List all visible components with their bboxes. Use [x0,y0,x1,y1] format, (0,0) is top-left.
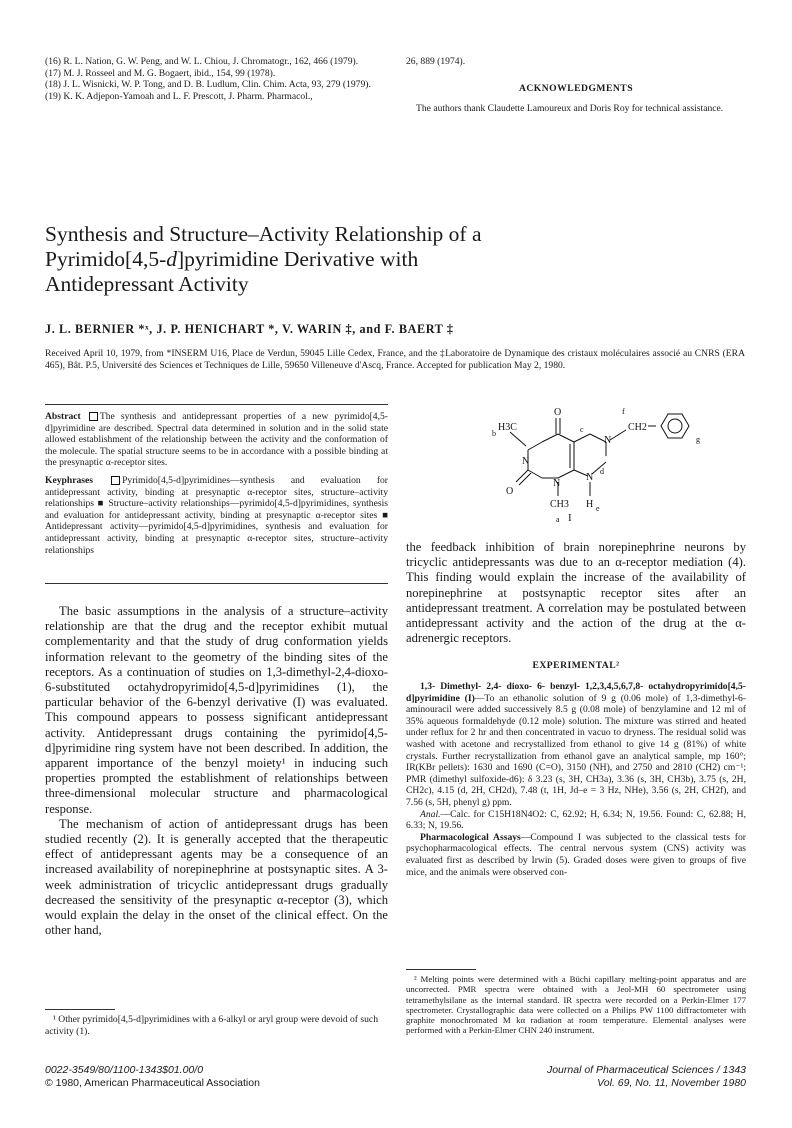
reference-18: (18) J. L. Wisnicki, W. P. Tong, and D. B. Ludlum, Clin. Chim. Acta, 93, 279 (1979). [45,79,371,91]
intro-right-column: the feedback inhibition of brain norepinephrine neurons by tricyclic antidepressants was due to an α-receptor mediation (4). This finding would explain the increase of the availability of norepinephrine at postsynaptic receptor sites after an antidepressant treatment. A correlation may be postulated between antidepressant activity and the action of the drug at the α-adrenergic receptors. [406,540,746,646]
volume-issue: Vol. 69, No. 11, November 1980 [597,1076,746,1089]
issn-code: 0022-3549/80/1100-1343$01.00/0 [45,1064,204,1076]
abstract-box [45,404,388,584]
pharmacology-text: —Compound I was subjected to the classical tests for psychopharmacological effects. The central nervous system (CNS) activity was evaluated first as described by Irwin (5). Graded doses were given to groups of five mice, and the animals were observed con- [406,831,746,878]
label-c: c [580,425,584,434]
footer-left [45,1064,385,1089]
acknowledgments-text: The authors thank Claudette Lamoureux and Doris Roy for technical assistance. [416,103,724,114]
intro-left-column [45,604,388,938]
atom-o-bottom: O [506,486,514,497]
footnote-1: ¹ Other pyrimido[4,5-d]pyrimidines with a 6-alkyl or aryl group were devoid of such activity (1). [45,1014,378,1037]
atom-n6: N [604,435,612,446]
title-line-1: Synthesis and Structure–Activity Relationship of a [45,222,482,246]
label-b: b [492,429,496,438]
footnote-2: ² Melting points were determined with a Büchi capillary melting-point apparatus and are uncorrected. PMR spectra were obtained with a Jeol-MH 60 spectrometer using tetramethylsilane as the internal standard. IR spectra were recorded on a Perkin-Elmer 177 spectrometer. Crystallographic data were collected on a Philips PW 1100 diffractometer with graphite monochromated M kα radiation at room temperature. Elemental analyses were performed with a Perkin-Elmer CHN 240 instrument. [406,974,746,1036]
reference-16: (16) R. L. Nation, G. W. Peng, and W. L. Chiou, J. Chromatogr., 162, 466 (1979). [45,56,359,67]
structure-label: I [568,512,572,524]
square-icon [89,412,98,421]
atom-h3c: H3C [498,422,517,433]
label-g: g [696,435,700,444]
authors: J. L. BERNIER *ˣ, J. P. HENICHART *, V. WARIN ‡, and F. BAERT ‡ [45,322,454,336]
atom-ch2: CH2 [628,422,647,433]
label-e: e [596,504,600,513]
received-info: Received April 10, 1979, from *INSERM U16, Place de Verdun, 59045 Lille Cedex, France, and the ‡Laboratoire de Dynamique des cristaux moléculaires associé au CNRS (ERA 465), Bât. P.5, Université des Sciences et Techniques de Lille, 59650 Villeneuve d'Ascq, France. Accepted for publication May 2, 1980. [45,348,745,371]
atom-n-h: N [586,472,594,483]
title-line-2: Pyrimido[4,5-d]pyrimidine Derivative with [45,247,419,271]
acknowledgments-heading: ACKNOWLEDGMENTS [518,83,634,94]
atom-o-top: O [554,407,562,418]
footer-right [406,1064,746,1089]
journal-name-page: Journal of Pharmaceutical Sciences / 1343 [546,1064,746,1076]
pharmacology-label: Pharmacological Assays [420,831,521,843]
reference-list-top [45,56,390,102]
reference-19-continued: 26, 889 (1974). [406,56,466,67]
keyphrases [45,475,388,556]
synthesis-text: —To an ethanolic solution of 9 g (0.06 mole) of 1,3-dimethyl-6-aminouracil were added successively 8.5 g (0.08 mole) of benzylamine and 12 ml of 35% aqueous formaldehyde (0.12 mole) solution. The mixture was stirred and heated under reflux for 2 hr and then concentrated in vacuo to dryness. The residual solid was washed with acetone and recrystallized from ethanol to give 14 g (81%) of white crystals. Further recrystallization from ethanol gave an analytical sample, mp 160°; IR(KBr pellets): 1630 and 1690 (C=O), 3150 (NH), and 2750 and 2810 (CH2) cm⁻¹; PMR (dimethyl sulfoxide-d6): δ 3.23 (s, 3H, CH3a), 3.36 (s, 3H, CH3b), 3.75 (s, 2H, CH2c), 4.15 (d, 2H, CH2d), 7.48 (t, 1H, Jd–e = 3 Hz, NHe), 3.56 (s, 2H, CH2f), and 7.56 (s, 5H, phenyl g) ppm. [406,692,746,808]
pharmacology-paragraph [406,832,746,878]
compound-name: 1,3- Dimethyl- 2,4- dioxo- 6- benzyl- 1,2,3,4,5,6,7,8- octahydropyrimido[4,5-d]pyrimidine (I) [406,681,746,704]
label-d: d [600,467,604,476]
abstract-text: The synthesis and antidepressant properties of a new pyrimido[4,5-d]pyrimidine are described. Spectral data determined in solution and in the solid state allowed establishment of the relationship between the activity and the conformation of the molecule. The spatial structure seems to be in accordance with a possible binding at the presynaptic α-receptor sites. [45,411,388,469]
title-line-3: Antidepressant Activity [45,272,249,296]
analysis-text: —Calc. for C15H18N4O2: C, 62.92; H, 6.34; N, 19.56. Found: C, 62.88; H, 6.33; N, 19.56. [406,808,746,832]
intro-paragraph-1: The basic assumptions in the analysis of a structure–activity relationship are that the drug and the receptor exhibit mutual complementarity and that the study of drug conformation yields information relevant to the geometry of the binding sites of the receptors. As a continuation of studies on 1,3-dimethyl-2,4-dioxo-6-substituted octahydropyrimido[4,5-d]pyrimidines (1), the particular behavior of the 6-benzyl derivative (I) was evaluated. This compound appears to possess significant antidepressant activity. Antidepressant drugs containing the pyrimido[4,5-d]pyrimidine ring system have not been described. In addition, the apparent importance of the benzyl moiety¹ in inducing such properties prompted the establishment of relationships between three-dimensional molecular structure and pharmacological response. [45,604,388,816]
abstract [45,411,388,469]
reference-17: (17) M. J. Rosseel and M. G. Bogaert, ibid., 154, 99 (1978). [45,67,276,79]
experimental-heading: EXPERIMENTAL² [532,660,620,671]
label-a: a [556,515,560,524]
analysis-paragraph [406,809,746,832]
atom-h: H [586,499,594,510]
keyphrases-label: Keyphrases [45,474,93,486]
intro-paragraph-2: The mechanism of action of antidepressant drugs has been studied recently (2). It is generally accepted that the therapeutic effect of antidepressant agents may be a consequence of an increased availability of norepinephrine at postsynaptic sites. A 3-week administration of tricyclic antidepressant drugs gradually decreased the sensitivity of the presynaptic α-receptor (3), which would explain the delay in the onset of the clinical effect. On the other hand, [45,816,388,938]
analysis-label: Anal. [420,808,441,820]
keyphrases-text: Pyrimido[4,5-d]pyrimidines—synthesis and evaluation for antidepressant activity, binding at presynaptic α-receptor sites, structure–activity relationships ■ Structure–activity relationships—pyrimido[4,5-d]pyrimidines, synthesis and evaluation for antidepressant activity, binding at presynaptic α-receptor sites ■ Antidepressant activity—pyrimido[4,5-d]pyrimidines, synthesis and evaluation for antidepressant activity, binding at presynaptic α-receptor sites, structure–activity relationships [45,474,388,556]
abstract-label: Abstract [45,411,81,422]
experimental-section [406,681,746,878]
reference-19: (19) K. K. Adjepon-Yamoah and L. F. Prescott, J. Pharm. Pharmacol., [45,90,313,102]
synthesis-paragraph [406,681,746,809]
footnote-divider-left [45,1009,115,1010]
atom-n8: N [553,478,561,489]
article-title [45,222,745,297]
atom-n1: N [522,456,530,467]
atom-ch3: CH3 [550,499,569,510]
chemical-structure-diagram [470,400,720,530]
footnote-divider-right [406,969,476,970]
label-f: f [622,407,625,416]
square-icon [111,476,120,485]
copyright: © 1980, American Pharmaceutical Association [45,1076,260,1089]
